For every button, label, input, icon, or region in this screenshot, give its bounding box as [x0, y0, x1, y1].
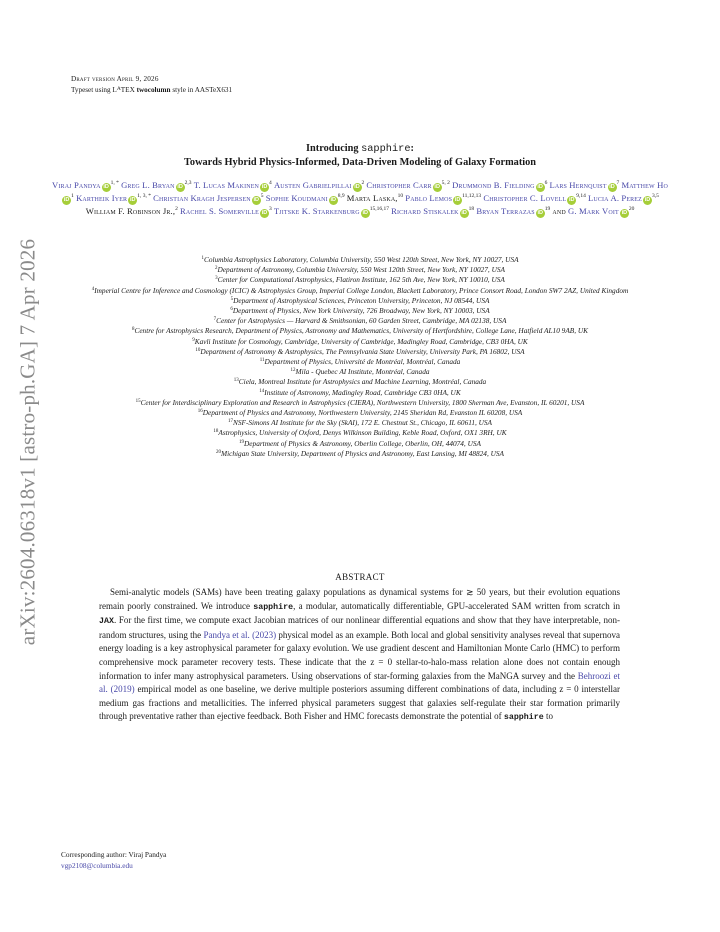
affiliation-number: 1	[201, 256, 204, 261]
author[interactable]	[76, 193, 151, 203]
author	[347, 193, 403, 203]
affiliation-number: 17	[227, 419, 233, 425]
orcid-icon[interactable]: iD	[177, 184, 183, 190]
author-name: Christian Kragh Jespersen	[153, 193, 251, 203]
affiliation-marker: 3	[268, 206, 272, 212]
affiliation-text: Mila - Quebec AI Institute, Montréal, Canada	[295, 367, 430, 377]
author-name: Viraj Pandya	[52, 180, 101, 190]
affiliation-number: 13	[233, 378, 239, 384]
orcid-icon[interactable]: iD	[253, 197, 260, 203]
affiliation-marker: 4	[269, 180, 272, 186]
affiliation-text: Department of Physics & Astronomy, Oberlin College, Oberlin, OH, 44074, USA	[244, 438, 481, 448]
affiliation-marker: 3,5	[651, 193, 659, 199]
orcid-icon[interactable]: iD	[568, 197, 575, 203]
affiliation-number: 2	[215, 266, 218, 272]
affiliation-text: Institute of Astronomy, Madingley Road, Cambridge CB3 0HA, UK	[264, 387, 461, 397]
orcid-icon[interactable]: iD	[63, 197, 70, 203]
affiliation-text: Center for Interdisciplinary Exploration and Research in Astrophysics (CIERA), Northwestern University, 1800 Sherman Ave, Evanston, IL 60201, USA	[140, 397, 585, 407]
affiliation-number: 20	[216, 449, 222, 455]
author-name: Sophie Koudmani	[265, 193, 328, 203]
affiliation-marker: 2,3	[184, 180, 192, 186]
affiliation	[40, 357, 680, 367]
affiliation-number: 12	[290, 368, 296, 374]
author-name: Christopher C. Lovell	[483, 193, 567, 203]
author-conjunction	[552, 206, 565, 216]
author[interactable]	[121, 180, 191, 190]
author[interactable]	[476, 206, 550, 216]
code-sapphire: sapphire	[253, 602, 294, 612]
author[interactable]	[274, 206, 389, 216]
affiliation	[40, 316, 680, 326]
affiliation-text: Center for Computational Astrophysics, Flatiron Institute, 162 5th Ave, New York, NY 10010, USA	[217, 275, 505, 285]
orcid-icon[interactable]: iD	[461, 210, 467, 216]
author[interactable]	[153, 193, 263, 203]
orcid-icon[interactable]: iD	[434, 184, 440, 190]
affiliation-number: 10	[195, 347, 201, 353]
affiliation	[40, 265, 680, 275]
orcid-icon[interactable]: iD	[537, 184, 543, 190]
orcid-icon[interactable]: iD	[644, 197, 651, 203]
affiliation-text: Department of Physics, Université de Montréal, Montréal, Canada	[264, 357, 461, 367]
orcid-icon[interactable]: iD	[261, 210, 268, 216]
author-name: and	[552, 206, 566, 216]
affiliation-text: Department of Astrophysical Sciences, Princeton University, Princeton, NJ 08544, USA	[233, 295, 490, 305]
affiliation-marker: 7	[616, 180, 620, 186]
affiliation	[40, 255, 680, 265]
author[interactable]	[366, 180, 450, 190]
affiliation-marker: 18	[468, 206, 475, 212]
affiliation-text: Imperial Centre for Inference and Cosmology (ICIC) & Astrophysics Group, Imperial College London, Blackett Laboratory, Prince Consort Road, London SW7 2AZ, United Kingdom	[94, 285, 629, 295]
orcid-icon[interactable]: iD	[454, 197, 461, 203]
author[interactable]	[405, 193, 481, 203]
affiliation-number: 15	[135, 398, 141, 404]
affiliation	[40, 337, 680, 347]
orcid-icon[interactable]: iD	[609, 184, 615, 190]
affiliation-marker: 2	[361, 180, 365, 186]
affiliation-number: 19	[239, 439, 245, 445]
author[interactable]	[180, 206, 272, 216]
abstract-heading: ABSTRACT	[335, 572, 385, 582]
affiliation-marker: 1, *	[110, 180, 119, 186]
footnote	[61, 849, 166, 871]
affiliation-number: 7	[213, 317, 217, 323]
author[interactable]	[274, 180, 364, 190]
affiliation-text: Center for Astrophysics — Harvard & Smithsonian, 60 Garden Street, Cambridge, MA 02138, USA	[216, 316, 507, 326]
affiliation-number: 4	[91, 286, 95, 292]
author-name: Lucia A. Perez	[587, 193, 642, 203]
affiliation-marker: 15,16,17	[369, 206, 389, 212]
affiliation	[40, 296, 680, 306]
arxiv-identifier: arXiv:2604.06318v1 [astro-ph.GA] 7 Apr 2026	[15, 238, 40, 646]
affiliation	[40, 377, 680, 387]
author-name: Kartheik Iyer	[76, 193, 128, 203]
author[interactable]	[549, 180, 619, 190]
affiliation-number: 11	[259, 358, 265, 364]
orcid-icon[interactable]: iD	[354, 184, 360, 190]
citation-link[interactable]: Pandya et al. (2023)	[203, 629, 277, 640]
abstract-body: Semi-analytic models (SAMs) have been treating galaxy populations as dynamical systems for ≳ 50 years, but their evolution equations remain poorly constrained. We introduce sapphire, a modular, automatically differentiable, GPU-accelerated SAM written from scratch in JAX. For the first time, we compute exact Jacobian matrices of our nonlinear differential equations and show that they have interpretable, non-random structures, using the Pandya et al. (2023) physical model as an example. Both local and global sensitivity analyses reveal that supernova energy loading is a key astrophysical parameter for galaxy evolution. We use gradient descent and Hamiltonian Monte Carlo (HMC) to perform comprehensive mock parameter recovery tests. These indicate that the z = 0 stellar-to-halo-mass relation alone does not contain enough information to infer many astrophysical parameters. Using observations of star-forming galaxies from the MaNGA survey and the Behroozi et al. (2019) empirical model as one baseline, we derive multiple posteriors assuming different combinations of data, including z = 0 interstellar medium gas fractions and metallicities. The inferred physical parameters suggest that galaxies self-regulate their star formation primarily through preventative rather than ejective feedback. Both Fisher and HMC forecasts demonstrate the potential of sapphire to	[99, 587, 621, 723]
author-list	[52, 179, 668, 218]
author-name: Tjitske K. Starkenburg	[273, 206, 360, 216]
affiliation-marker: 20	[628, 206, 635, 212]
affiliation-text: Department of Physics and Astronomy, Northwestern University, 2145 Sheridan Rd, Evanston IL 60208, USA	[202, 408, 523, 418]
affiliation-number: 8	[131, 327, 135, 333]
affiliation-list	[40, 255, 680, 459]
affiliation	[40, 449, 680, 459]
author-name: Austen Gabrielpillai	[273, 180, 352, 190]
affiliation-text: Department of Astronomy, Columbia University, 550 West 120th Street, New York, NY 10027, USA	[217, 265, 505, 275]
affiliation	[40, 275, 680, 285]
affiliation-marker: 10	[397, 193, 404, 199]
author[interactable]	[588, 193, 659, 203]
affiliation-marker: 19	[544, 206, 551, 212]
author-name: G. Mark Voit	[568, 206, 619, 216]
author-email-link[interactable]: vgp2108@columbia.edu	[61, 861, 133, 870]
author[interactable]	[266, 193, 345, 203]
affiliation-text: Ciela, Montreal Institute for Astrophysics and Machine Learning, Montréal, Canada	[238, 377, 487, 387]
affiliation-marker: 6	[544, 180, 548, 186]
affiliation-marker: 1, 3, *	[137, 193, 151, 199]
affiliation-number: 6	[230, 307, 233, 313]
author[interactable]	[52, 180, 119, 190]
affiliation-text: Columbia Astrophysics Laboratory, Columbia University, 550 West 120th Street, New York, NY 10027, USA	[203, 255, 519, 264]
affiliation-number: 14	[259, 388, 265, 394]
affiliation-marker: 1	[71, 193, 74, 199]
code-jax: JAX	[99, 617, 114, 627]
author-name: Pablo Lemos	[405, 193, 453, 203]
affiliation-marker: 2	[175, 206, 178, 212]
author[interactable]	[391, 206, 474, 216]
author-name: T. Lucas Makinen	[193, 180, 260, 190]
orcid-icon[interactable]: iD	[330, 197, 336, 203]
orcid-icon[interactable]: iD	[129, 197, 136, 203]
affiliation	[40, 428, 680, 438]
draft-version: Draft version April 9, 2026	[71, 75, 159, 83]
affiliation-marker: 8,9	[337, 193, 345, 199]
affiliation-number: 18	[213, 429, 219, 435]
author-name: Lars Hernquist	[549, 180, 607, 190]
author-name: Greg L. Bryan	[121, 180, 175, 190]
author[interactable]	[568, 206, 634, 216]
orcid-icon[interactable]: iD	[261, 184, 268, 190]
affiliation-text: Kavli Institute for Cosmology, Cambridge, University of Cambridge, Madingley Road, Cambridge, CB3 0HA, UK	[194, 336, 528, 346]
author-name: Matthew Ho	[621, 180, 668, 190]
affiliation-marker: 5, 2	[441, 180, 450, 186]
author[interactable]	[452, 180, 547, 190]
affiliation	[40, 347, 680, 357]
author	[86, 206, 178, 216]
affiliation-marker: 11,12,13	[462, 193, 482, 199]
author[interactable]	[483, 193, 586, 203]
code-sapphire: sapphire	[503, 713, 544, 723]
author-name: Christopher Carr	[366, 180, 432, 190]
affiliation	[40, 388, 680, 398]
typeset-line: Typeset using $L^ATEX$ twocolumn style in AASTeX631	[71, 85, 233, 94]
affiliation-text: NSF-Simons AI Institute for the Sky (SkAI), 172 E. Chestnut St., Chicago, IL 60611, USA	[232, 418, 492, 428]
affiliation	[40, 326, 680, 336]
affiliation-number: 3	[215, 276, 218, 282]
affiliation	[40, 439, 680, 449]
affiliation-marker: 5	[260, 193, 264, 199]
citation-link[interactable]: Behroozi et al. (2019)	[99, 670, 620, 695]
title-line-1: Introducing sapphire:	[306, 143, 414, 155]
author-name: Richard Stiskalek	[391, 206, 459, 216]
affiliation-text: Department of Physics, New York University, 726 Broadway, New York, NY 10003, USA	[232, 306, 490, 316]
author-name: Drummond B. Fielding	[452, 180, 535, 190]
author-name: William F. Robinson Jr.,	[85, 206, 176, 216]
affiliation-number: 5	[230, 296, 234, 302]
affiliation-number: 9	[192, 337, 195, 343]
affiliation	[40, 418, 680, 428]
affiliation-marker: 9,14	[576, 193, 586, 199]
paper-title	[60, 142, 660, 170]
affiliation-text: Department of Astronomy & Astrophysics, The Pennsylvania State University, University Park, PA 16802, USA	[200, 346, 525, 356]
affiliation-text: Michigan State University, Department of Physics and Astronomy, East Lansing, MI 48824, USA	[221, 448, 504, 458]
affiliation	[40, 306, 680, 316]
orcid-icon[interactable]: iD	[103, 184, 109, 190]
affiliation	[40, 367, 680, 377]
affiliation	[40, 408, 680, 418]
affiliation-text: Centre for Astrophysics Research, Department of Physics, Astronomy and Mathematics, University of Hertfordshire, College Lane, Hatfield AL10 9AB, UK	[134, 326, 589, 336]
orcid-icon[interactable]: iD	[362, 210, 368, 216]
title-line-2: Towards Hybrid Physics-Informed, Data-Driven Modeling of Galaxy Formation	[184, 157, 536, 168]
author[interactable]	[194, 180, 272, 190]
author-name: Bryan Terrazas	[476, 206, 535, 216]
affiliation	[40, 398, 680, 408]
affiliation-text: Astrophysics, University of Oxford, Denys Wilkinson Building, Keble Road, Oxford, OX1 3RH, UK	[218, 428, 507, 438]
author-name: Rachel S. Somerville	[180, 206, 259, 216]
corresponding-author: Corresponding author: Viraj Pandya	[61, 850, 167, 859]
author-name: Marta Laska,	[346, 193, 398, 203]
draft-header	[71, 75, 232, 95]
orcid-icon[interactable]: iD	[537, 210, 543, 216]
affiliation	[40, 286, 680, 296]
orcid-icon[interactable]: iD	[621, 210, 628, 216]
affiliation-number: 16	[197, 409, 203, 415]
